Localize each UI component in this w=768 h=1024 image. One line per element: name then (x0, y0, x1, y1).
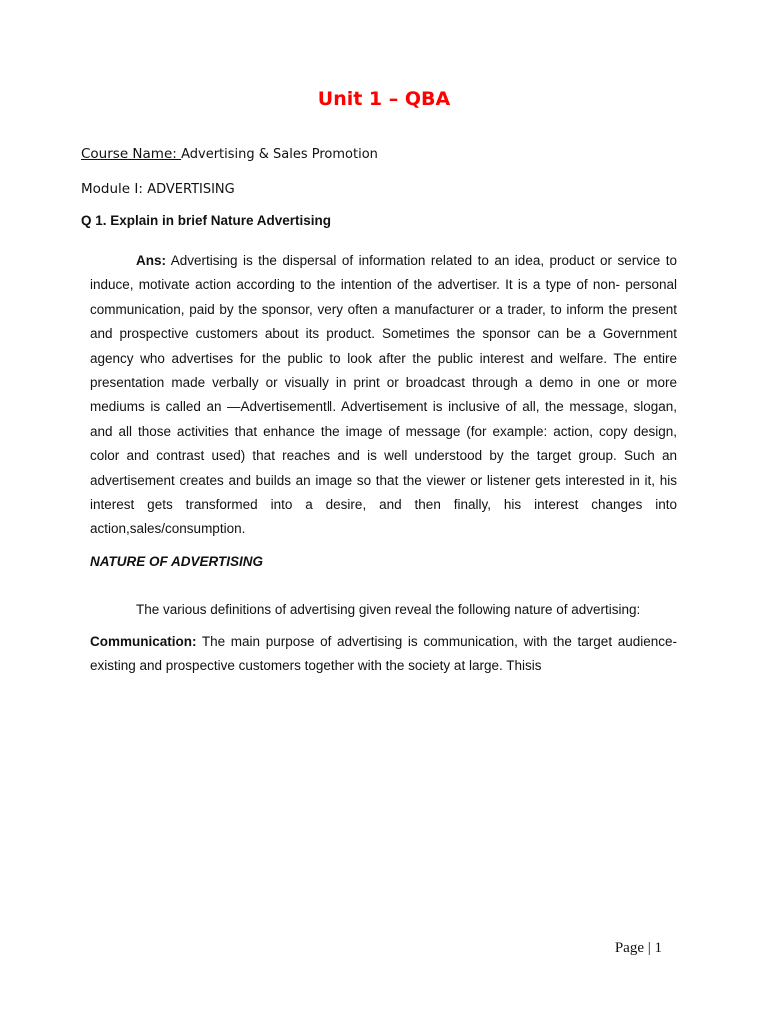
course-name-label: Course Name: (81, 146, 182, 162)
course-name-line (81, 146, 378, 162)
module-value: ADVERTISING (147, 182, 235, 197)
document-title: Unit 1 – QBA (317, 88, 451, 110)
module-label: Module I: (81, 181, 148, 197)
intro-paragraph: The various definitions of advertising given reveal the following nature of advertising: (136, 602, 641, 617)
answer-text: Advertising is the dispersal of information related to an idea, product or service to induce, motivate action according to the intention of the advertiser. It is a type of non- personal communication, paid by the sponsor, very often a manufacturer or a trader, to inform the present and prospective customers about its product. Sometimes the sponsor can be a Government agency who advertises for the public to look after the public interest and welfare. The entire presentation made verbally or visually in print or broadcast through a demo in one or more mediums is called an —Advertisement‖. Advertisement is inclusive of all, the message, slogan, and all those activities that enhance the image of message (for example: action, copy design, color and contrast used) that reaches and is well understood by the target group. Such an advertisement creates and builds an image so that the viewer or listener gets interested in it, his interest gets transformed into a desire, and then finally, his interest changes into action,sales/consumption. (90, 253, 677, 537)
module-line (81, 181, 235, 197)
course-name-value: Advertising & Sales Promotion (181, 147, 378, 162)
page-number: Page | 1 (614, 940, 662, 956)
communication-paragraph (90, 630, 677, 679)
communication-text: The main purpose of advertising is communication, with the target audience-existing and prospective customers together with the society at large. Thisis (90, 634, 677, 674)
question-heading: Q 1. Explain in brief Nature Advertising (81, 213, 332, 228)
answer-paragraph (90, 249, 677, 542)
section-heading: NATURE OF ADVERTISING (90, 554, 264, 569)
answer-label: Ans: (136, 253, 166, 268)
communication-label: Communication: (90, 634, 197, 649)
